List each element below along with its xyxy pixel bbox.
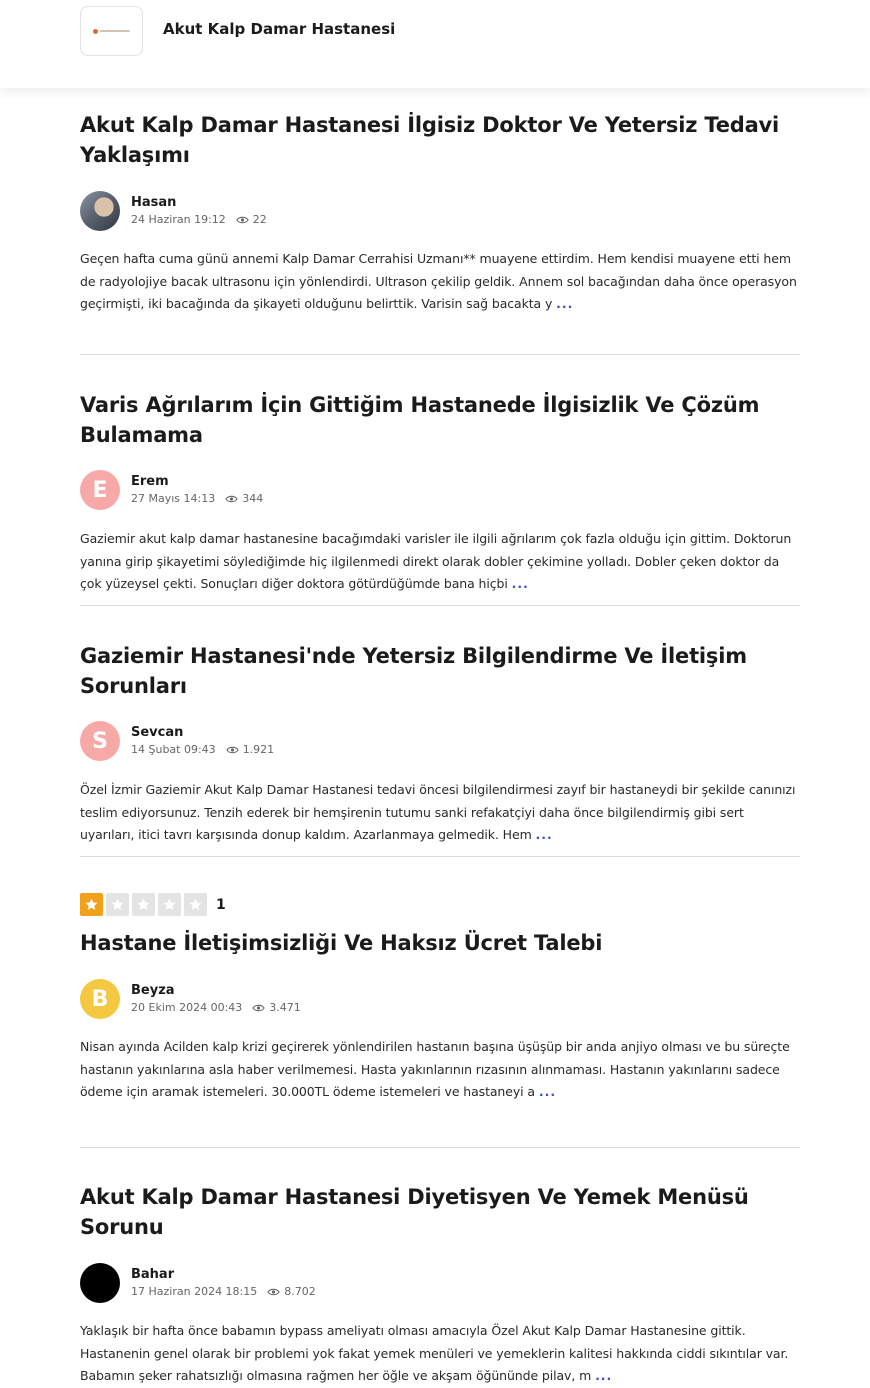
avatar[interactable]: B [80, 979, 120, 1019]
review-excerpt: Gaziemir akut kalp damar hastanesine bacağımdaki varisler ile ilgili ağrılarım çok fazla olduğu için gittim. Doktorun yanına girip şikayetimi söylediğimde hiç ilgilenmedi direkt olarak dobler çekimine yolladı. Dobler çeken doktor da çok yüzeysel çekti. Sonuçları diğer doktora götürdüğümde bana hiçbi ... [80, 531, 792, 591]
read-more-link[interactable]: ... [511, 576, 529, 591]
review-card [80, 390, 800, 596]
author-name[interactable]: Erem [131, 474, 169, 489]
view-count: 1.921 [242, 743, 275, 756]
review-excerpt: Özel İzmir Gaziemir Akut Kalp Damar Hastanesi tedavi öncesi bilgilendirmesi zayıf bir hastaneydi bir şekilde canınızı teslim ediyorsunuz. Tenzih ederek bir hemşirenin tutumu sanki refakatçiyi daha önce bilgilendirmiş gibi sert uyarıları, itici tavrı karşısında donup kaldım. Azarlanmaya gelmedik. Hem ... [80, 782, 796, 842]
view-count: 8.702 [284, 1285, 316, 1298]
review-date: 17 Haziran 2024 18:15 [131, 1285, 258, 1298]
review-title[interactable]: Varis Ağrılarım İçin Gittiğim Hastanede İlgisizlik Ve Çözüm Bulamama [80, 393, 760, 447]
view-count: 344 [242, 492, 264, 505]
hospital-name[interactable]: Akut Kalp Damar Hastanesi [163, 20, 396, 38]
eye-icon [226, 746, 239, 754]
author-name[interactable]: Hasan [131, 195, 177, 210]
author-name[interactable]: Bahar [131, 1267, 175, 1282]
review-date: 27 Mayıs 14:13 [131, 492, 216, 505]
star-rating [80, 893, 800, 916]
hospital-logo[interactable] [80, 6, 143, 56]
star-empty-icon [184, 893, 207, 916]
eye-icon [236, 216, 249, 224]
review-excerpt: Yaklaşık bir hafta önce babamın bypass ameliyatı olması amacıyla Özel Akut Kalp Damar Hastanesine gittik. Hastanenin genel olarak bir problemi yok fakat yemek menüleri ve yemeklerin kalitesi hakkında ciddi sıkıntılar var. Babamın şeker rahatsızlığı olmasına rağmen her öğle ve akşam öğününde pilav, m ... [80, 1323, 789, 1383]
review-author [80, 470, 800, 510]
author-name[interactable]: Sevcan [131, 725, 184, 740]
divider [80, 1147, 800, 1148]
review-author [80, 979, 800, 1019]
review-card [80, 641, 800, 847]
review-date: 20 Ekim 2024 00:43 [131, 1001, 243, 1014]
review-card [80, 1182, 800, 1388]
avatar[interactable]: E [80, 470, 120, 510]
review-excerpt: Nisan ayında Acilden kalp krizi geçirerek yönlendirilen hastanın başına üşüşüp bir anda anjiyo olması ve bu süreçte hastanın yakınlarına asla haber verilmemesi. Hasta yakınlarının rızasının alınmaması. Hastanın yakınlarını sadece ödeme için aramak istemeleri. 30.000TL ödeme istemeleri ve hastaneyi a ... [80, 1039, 790, 1099]
star-filled-icon [80, 893, 103, 916]
read-more-link[interactable]: ... [535, 827, 553, 842]
review-title[interactable]: Gaziemir Hastanesi'nde Yetersiz Bilgilendirme Ve İletişim Sorunları [80, 644, 747, 698]
review-author [80, 721, 800, 761]
star-empty-icon [106, 893, 129, 916]
review-date: 24 Haziran 19:12 [131, 213, 226, 226]
divider [80, 605, 800, 606]
divider [80, 856, 800, 857]
author-name[interactable]: Beyza [131, 983, 175, 998]
star-empty-icon [132, 893, 155, 916]
view-count: 3.471 [269, 1001, 301, 1014]
avatar[interactable] [80, 1263, 120, 1303]
eye-icon [225, 495, 238, 503]
avatar[interactable]: S [80, 721, 120, 761]
read-more-link[interactable]: ... [556, 296, 574, 311]
review-title[interactable]: Hastane İletişimsizliği Ve Haksız Ücret Talebi [80, 931, 603, 955]
review-title[interactable]: Akut Kalp Damar Hastanesi Diyetisyen Ve Yemek Menüsü Sorunu [80, 1185, 749, 1239]
review-card [80, 893, 800, 1104]
view-count: 22 [252, 213, 267, 226]
review-author [80, 191, 800, 231]
review-card [80, 110, 800, 316]
read-more-link[interactable]: ... [538, 1084, 557, 1099]
review-author [80, 1263, 800, 1303]
review-date: 14 Şubat 09:43 [131, 743, 216, 756]
rating-value: 1 [216, 896, 226, 913]
site-header [0, 0, 870, 88]
read-more-link[interactable]: ... [595, 1368, 613, 1383]
eye-icon [252, 1004, 265, 1012]
eye-icon [267, 1288, 280, 1296]
divider [80, 354, 800, 355]
avatar[interactable] [80, 191, 120, 231]
review-title[interactable]: Akut Kalp Damar Hastanesi İlgisiz Doktor Ve Yetersiz Tedavi Yaklaşımı [80, 113, 780, 167]
star-empty-icon [158, 893, 181, 916]
review-excerpt: Geçen hafta cuma günü annemi Kalp Damar Cerrahisi Uzmanı** muayene ettirdim. Hem kendisi muayene etti hem de radyolojiye bacak ultrasonu için yönlendirdi. Ultrason çekilip geldik. Annem sol bacağından daha önce operasyon geçirmişti, iki bacağında da şikayeti olduğunu belirttik. Varisin sağ bacakta y ... [80, 251, 797, 311]
logo-icon [93, 29, 130, 34]
